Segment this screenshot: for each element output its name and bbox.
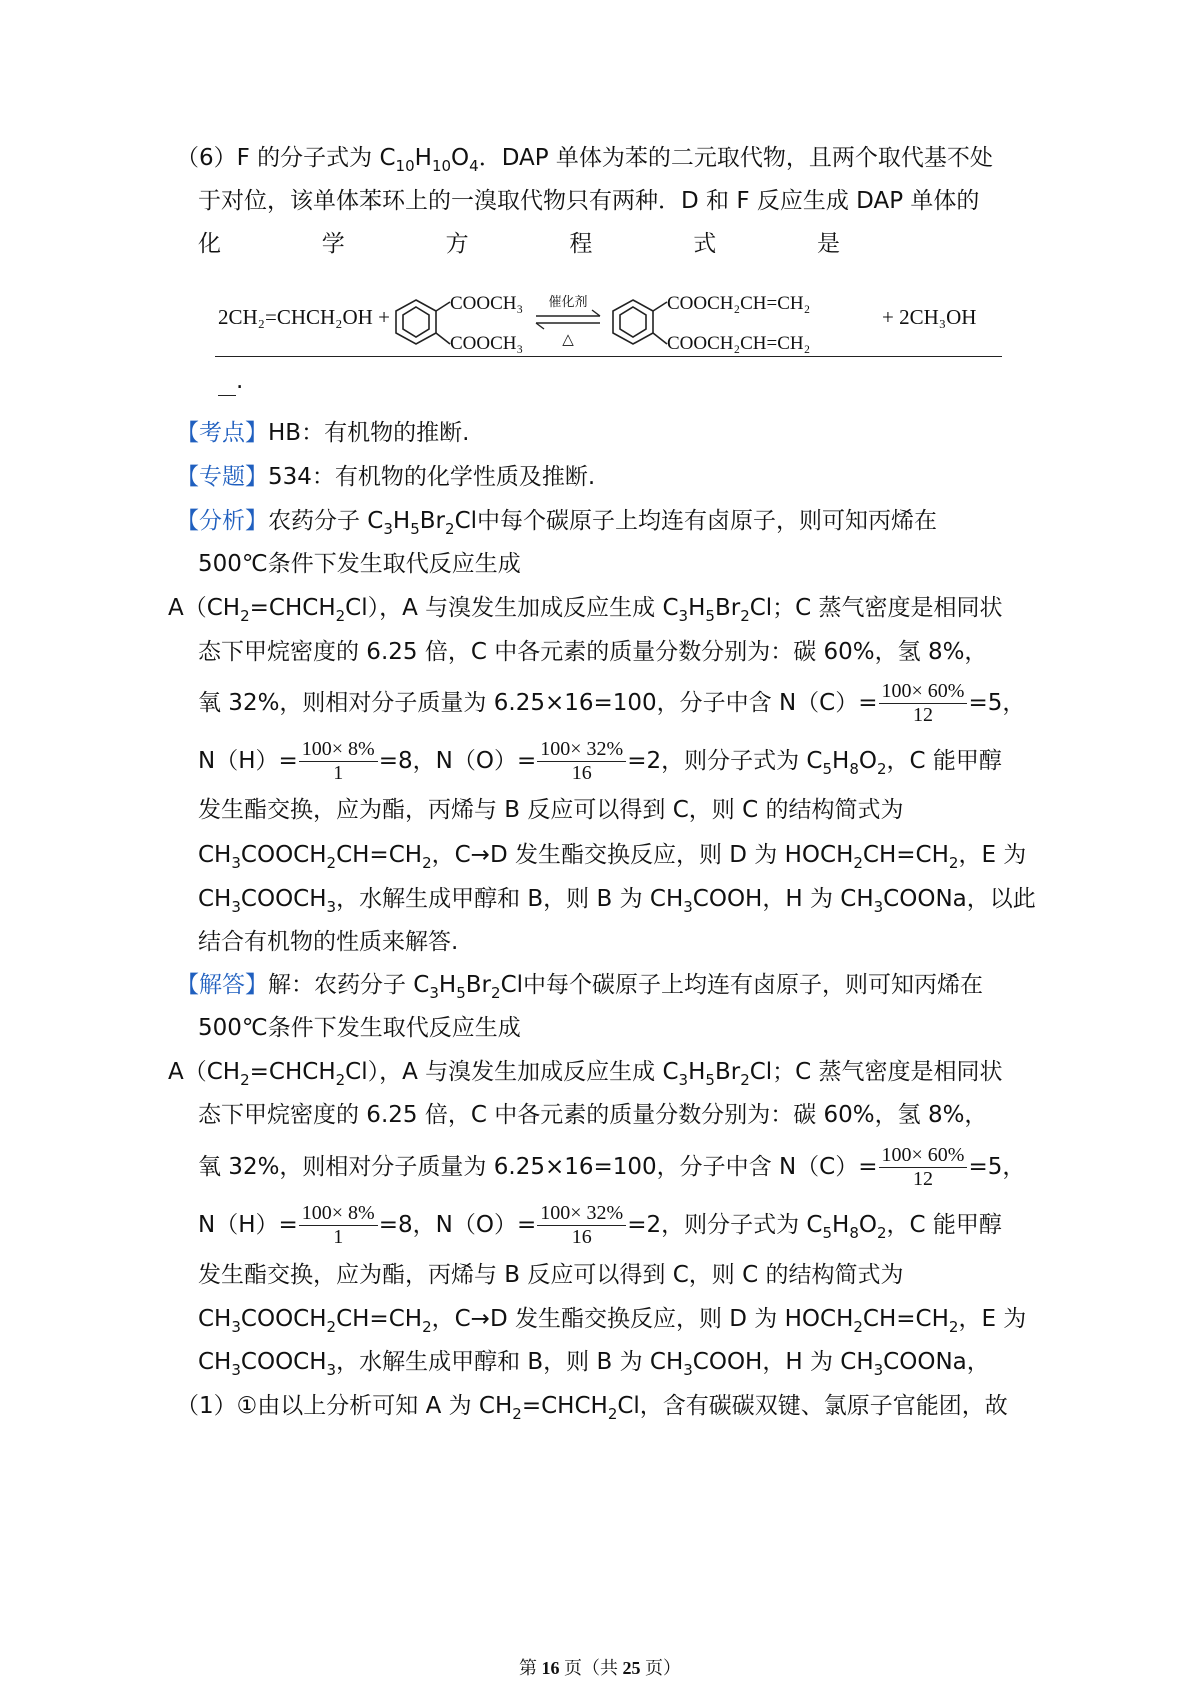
q6-line-1: （6）F 的分子式为 $C_{10}H_{10}O_4$．DAP 单体为苯的二元取代物，且两个取代基不处 — [176, 145, 993, 175]
jieda-line-10: （1）①由以上分析可知 A 为 $CH_2=CHCH_2Cl$，含有碳碳双键、氯原子官能团，故 — [176, 1393, 1008, 1423]
fenxi-line-8: $CH_3COOCH_2CH=CH_2$，C→D 发生酯交换反应，则 D 为 $HOCH_2CH=CH_2$，E 为 — [198, 842, 1027, 872]
fenxi-line-3: $A(CH_2=CHCH_2Cl)$，A 与溴发生加成反应生成 $C_3H_5Br_2Cl$；C 蒸气密度是相同状 — [168, 595, 1003, 625]
jieda-line-4: 态下甲烷密度的 6.25 倍，C 中各元素的质量分数分别为：碳 60%，氢 8%， — [198, 1102, 988, 1128]
jieda-line-3: $A(CH_2=CHCH_2Cl)$，A 与溴发生加成反应生成 $C_3H_5Br_2Cl$；C 蒸气密度是相同状 — [168, 1059, 1003, 1089]
fenxi-line-2: 500℃条件下发生取代反应生成 — [198, 551, 521, 577]
fraction-carbon: $\frac{100\times 60\%}{12}$ — [879, 680, 968, 727]
benzene-ring-icon — [396, 300, 450, 344]
heat-label: △ — [562, 332, 574, 348]
jieda-line-6: N（H）= $\frac{100\times 8\%}{1}$ =8，N（O）= $\frac{100\times 32\%}{16}$ =2，则分子式为 $C_5H_8O_2$，C 能甲醇 — [198, 1202, 1002, 1248]
product-group-bottom: COOCH₂CH=CH₂ — [667, 333, 811, 354]
page-total: 25 — [622, 1658, 641, 1678]
jieda-line-1: 【解答】解：农药分子 $C_3H_5Br_2Cl$中每个碳原子上均连有卤原子，则可知丙烯在 — [176, 972, 984, 1002]
page-footer: 第 16 页（共 25 页） — [519, 1658, 681, 1678]
reversible-arrow-icon — [536, 310, 600, 329]
ester-group-top: COOCH₃ — [450, 293, 524, 314]
jieda-line-9: $CH_3COOCH_3$，水解生成甲醇和 B，则 B 为 $CH_3COOH$，H 为 $CH_3COONa$， — [198, 1349, 990, 1379]
zhuanti-line: 【专题】534：有机物的化学性质及推断. — [176, 464, 596, 490]
page-number: 16 — [541, 1658, 560, 1678]
reactant-allyl-alcohol: 2CH₂=CHCH₂OH + — [218, 305, 390, 329]
fraction-hydrogen: $\frac{100\times 8\%}{1}$ — [299, 738, 378, 785]
fenxi-line-9: $CH_3COOCH_3$，水解生成甲醇和 B，则 B 为 $CH_3COOH$，H 为 $CH_3COONa$，以此 — [198, 886, 1036, 916]
fraction-carbon: $\frac{100\times 60\%}{12}$ — [879, 1144, 968, 1191]
jieda-line-5: 氧 32%，则相对分子质量为 6.25×16=100，分子中含 N（C）= $\frac{100\times 60\%}{12}$ =5， — [198, 1144, 1026, 1190]
ester-group-bottom: COOCH₃ — [450, 333, 524, 354]
zhuanti-tag: 【专题】 — [176, 464, 268, 490]
fraction-hydrogen: $\frac{100\times 8\%}{1}$ — [299, 1202, 378, 1249]
jieda-line-2: 500℃条件下发生取代反应生成 — [198, 1015, 521, 1041]
jieda-line-7: 发生酯交换，应为酯，丙烯与 B 反应可以得到 C，则 C 的结构简式为 — [198, 1262, 904, 1288]
fenxi-line-10: 结合有机物的性质来解答. — [198, 929, 459, 955]
kaodian-tag: 【考点】 — [176, 420, 268, 446]
reaction-equation — [218, 278, 1000, 360]
fraction-oxygen: $\frac{100\times 32\%}{16}$ — [537, 1202, 626, 1249]
q6-line-3: 化学方程式是 — [198, 231, 840, 257]
jieda-tag: 【解答】 — [176, 972, 268, 998]
fenxi-line-4: 态下甲烷密度的 6.25 倍，C 中各元素的质量分数分别为：碳 60%，氢 8%， — [198, 639, 988, 665]
fenxi-line-7: 发生酯交换，应为酯，丙烯与 B 反应可以得到 C，则 C 的结构简式为 — [198, 797, 904, 823]
q6-line-2: 于对位，该单体苯环上的一溴取代物只有两种．D 和 F 反应生成 DAP 单体的 — [198, 188, 980, 214]
fraction-oxygen: $\frac{100\times 32\%}{16}$ — [537, 738, 626, 785]
product-group-top: COOCH₂CH=CH₂ — [667, 293, 811, 314]
answer-blank-end: . — [218, 366, 243, 396]
byproduct-methanol: + 2CH₃OH — [882, 305, 977, 329]
fenxi-line-6: N（H）= $\frac{100\times 8\%}{1}$ =8，N（O）= $\frac{100\times 32\%}{16}$ =2，则分子式为 $C_5H_8O_2$，C 能甲醇 — [198, 738, 1002, 784]
fenxi-tag: 【分析】 — [176, 508, 268, 534]
fenxi-line-5: 氧 32%，则相对分子质量为 6.25×16=100，分子中含 N（C）= $\frac{100\times 60\%}{12}$ =5， — [198, 680, 1026, 726]
catalyst-label: 催化剂 — [548, 295, 588, 310]
benzene-ring-icon — [613, 300, 667, 344]
jieda-line-8: $CH_3COOCH_2CH=CH_2$，C→D 发生酯交换反应，则 D 为 $HOCH_2CH=CH_2$，E 为 — [198, 1306, 1027, 1336]
kaodian-line: 【考点】HB：有机物的推断. — [176, 420, 470, 446]
fenxi-line-1: 【分析】农药分子 $C_3H_5Br_2Cl$中每个碳原子上均连有卤原子，则可知丙烯在 — [176, 508, 938, 538]
answer-underline — [215, 356, 1002, 357]
